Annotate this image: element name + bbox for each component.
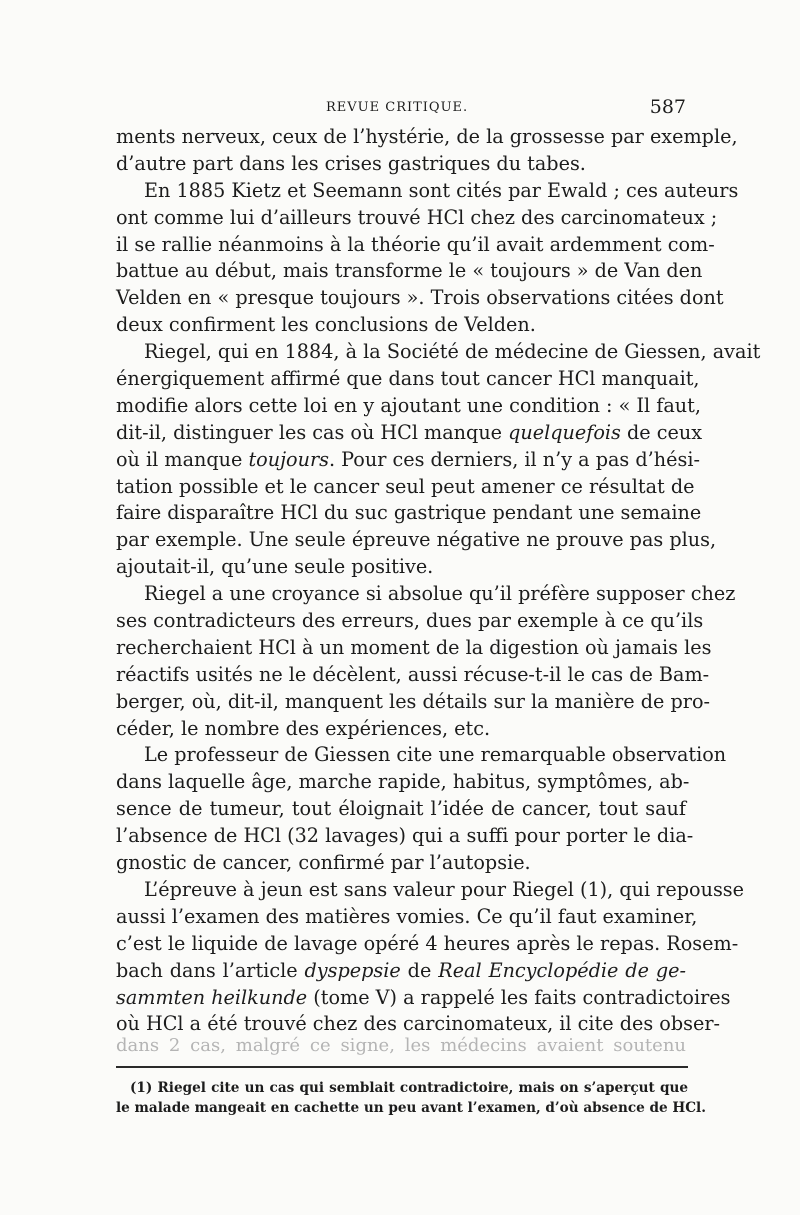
text-line: L’épreuve à jeun est sans valeur pour Riegel (1), qui repousse: [144, 877, 745, 901]
text-line: Riegel a une croyance si absolue qu’il préfère supposer chez: [144, 582, 736, 606]
text-line: Le professeur de Giessen cite une remarquable observation: [144, 743, 727, 767]
text-line: aussi l’examen des matières vomies. Ce qu’il faut examiner,: [116, 904, 698, 928]
text-segment: de ceux: [620, 420, 703, 444]
footnote-line: (1) Riegel cite un cas qui semblait contradictoire, mais on s’aperçut que: [130, 1080, 688, 1096]
text-segment: . Pour ces derniers, il n’y a pas d’hési-: [328, 447, 700, 471]
text-line: dans laquelle âge, marche rapide, habitus, symptômes, ab-: [116, 770, 690, 794]
text-line: [116, 958, 686, 985]
text-line: tation possible et le cancer seul peut amener ce résultat de: [116, 474, 695, 498]
text-line: berger, où, dit-il, manquent les détails sur la manière de pro-: [116, 689, 710, 713]
text-line: battue au début, mais transforme le « toujours » de Van den: [116, 259, 703, 283]
text-line: ments nerveux, ceux de l’hystérie, de la grossesse par exemple,: [116, 125, 738, 148]
page-header: [116, 96, 686, 122]
text-line: par exemple. Une seule épreuve négative ne prouve pas plus,: [116, 528, 717, 552]
italic-encyclopedie-title: Real Encyclopédie de ge-: [438, 958, 686, 982]
text-line: ajoutait-il, qu’une seule positive.: [116, 555, 434, 579]
text-line: [116, 985, 731, 1012]
text-line: Riegel, qui en 1884, à la Société de médecine de Giessen, avait: [144, 340, 761, 364]
text-segment: de: [400, 958, 439, 982]
footnote-divider: [116, 1066, 688, 1068]
text-line: sence de tumeur, tout éloignait l’idée de cancer, tout sauf: [116, 797, 686, 821]
italic-dyspepsie: dyspepsie: [304, 958, 401, 982]
italic-encyclopedie-title-cont: sammten heilkunde: [116, 985, 308, 1009]
text-line: ses contradicteurs des erreurs, dues par exemple à ce qu’ils: [116, 609, 704, 633]
italic-toujours: toujours: [248, 447, 329, 471]
text-line: réactifs usités ne le décèlent, aussi récuse-t-il le cas de Bam-: [116, 662, 710, 686]
text-line: [116, 447, 700, 474]
text-line: l’absence de HCl (32 lavages) qui a suffi pour porter le dia-: [116, 824, 694, 848]
text-line: il se rallie néanmoins à la théorie qu’il avait ardemment com-: [116, 232, 715, 256]
main-text: [116, 124, 761, 1038]
text-line: [116, 420, 703, 447]
text-line: énergiquement affirmé que dans tout cancer HCl manquait,: [116, 367, 700, 391]
text-segment: dit-il, distinguer les cas où HCl manque: [116, 420, 509, 444]
text-line: ont comme lui d’ailleurs trouvé HCl chez des carcinomateux ;: [116, 205, 718, 229]
text-line: modifie alors cette loi en y ajoutant une condition : « Il faut,: [116, 393, 701, 417]
text-segment: (tome V) a rappelé les faits contradictoires: [307, 985, 731, 1009]
page-number: 587: [649, 96, 686, 118]
text-line: où HCl a été trouvé chez des carcinomateux, il cite des obser-: [116, 1012, 720, 1036]
text-segment: où il manque: [116, 447, 249, 471]
text-line: d’autre part dans les crises gastriques du tabes.: [116, 151, 586, 175]
text-line: En 1885 Kietz et Seemann sont cités par Ewald ; ces auteurs: [144, 178, 739, 202]
text-line: Velden en « presque toujours ». Trois observations citées dont: [116, 286, 724, 310]
text-line: gnostic de cancer, confirmé par l’autopsie.: [116, 851, 531, 875]
italic-quelquefois: quelquefois: [508, 420, 621, 444]
text-line: recherchaient HCl à un moment de la digestion où jamais les: [116, 635, 712, 659]
running-title: REVUE CRITIQUE.: [326, 100, 469, 115]
text-line: deux confirment les conclusions de Velden.: [116, 313, 536, 337]
text-line: c’est le liquide de lavage opéré 4 heures après le repas. Rosem-: [116, 931, 739, 955]
footnote: [116, 1078, 706, 1118]
text-line: céder, le nombre des expériences, etc.: [116, 716, 491, 740]
text-segment: bach dans l’article: [116, 958, 305, 982]
bleed-through-line: dans 2 cas, malgré ce signe, les médecins avaient soutenu: [116, 1035, 686, 1056]
text-line: faire disparaître HCl du suc gastrique pendant une semaine: [116, 501, 702, 525]
footnote-line: le malade mangeait en cachette un peu avant l’examen, d’où absence de HCl.: [116, 1100, 706, 1116]
